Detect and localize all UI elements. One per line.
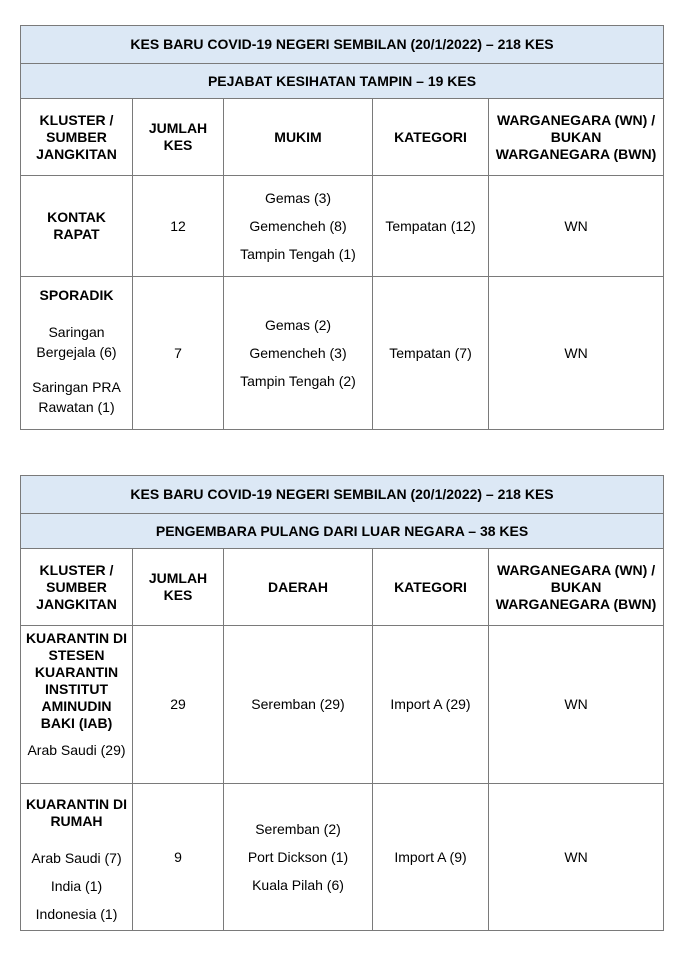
place-item: Port Dickson (1) (247, 849, 349, 865)
place-list (224, 784, 373, 931)
col-header-place: MUKIM (224, 99, 373, 176)
table-subtitle: PEJABAT KESIHATAN TAMPIN – 19 KES (21, 64, 664, 99)
source-cell (21, 626, 133, 784)
source-heading: KUARANTIN DI STESEN KUARANTIN INSTITUT AMINUDIN BAKI (IAB) (25, 630, 128, 731)
source-detail: Arab Saudi (29) (27, 742, 126, 758)
col-header-citizenship: WARGANEGARA (WN) / BUKAN WARGANEGARA (BWN) (489, 99, 664, 176)
header-row (21, 99, 664, 176)
col-header-category: KATEGORI (373, 549, 489, 626)
table-subtitle: PENGEMBARA PULANG DARI LUAR NEGARA – 38 KES (21, 514, 664, 549)
place-item: Gemencheh (8) (249, 218, 347, 234)
place-item: Seremban (2) (255, 821, 341, 837)
case-count: 29 (133, 626, 224, 784)
category: Tempatan (12) (373, 176, 489, 277)
col-header-count: JUMLAH KES (133, 99, 224, 176)
table-title: KES BARU COVID-19 NEGERI SEMBILAN (20/1/2022) – 218 KES (21, 476, 664, 514)
source-cell (21, 784, 133, 931)
source-heading: KUARANTIN DI RUMAH (25, 796, 128, 829)
col-header-source: KLUSTER / SUMBER JANGKITAN (21, 549, 133, 626)
header-row (21, 549, 664, 626)
col-header-category: KATEGORI (373, 99, 489, 176)
source-cell (21, 277, 133, 430)
place-item: Kuala Pilah (6) (252, 877, 344, 893)
traveller-cases-table (20, 475, 664, 931)
case-count: 12 (133, 176, 224, 277)
case-count: 7 (133, 277, 224, 430)
place-item: Gemencheh (3) (249, 345, 347, 361)
source-detail: Arab Saudi (7) (31, 850, 122, 866)
col-header-place: DAERAH (224, 549, 373, 626)
citizenship: WN (489, 176, 664, 277)
table-row (21, 626, 664, 784)
case-count: 9 (133, 784, 224, 931)
table-title: KES BARU COVID-19 NEGERI SEMBILAN (20/1/2022) – 218 KES (21, 26, 664, 64)
col-header-source: KLUSTER / SUMBER JANGKITAN (21, 99, 133, 176)
source-detail: Saringan Bergejala (6) (36, 324, 117, 360)
category: Tempatan (7) (373, 277, 489, 430)
place-list (224, 626, 373, 784)
tampin-cases-table (20, 25, 664, 430)
table-row (21, 277, 664, 430)
place-list (224, 277, 373, 430)
source-detail: Saringan PRA Rawatan (1) (32, 379, 121, 415)
table-row (21, 784, 664, 931)
col-header-count: JUMLAH KES (133, 549, 224, 626)
source-detail: Indonesia (1) (35, 906, 118, 922)
citizenship: WN (489, 626, 664, 784)
place-list (224, 176, 373, 277)
citizenship: WN (489, 784, 664, 931)
table-row (21, 176, 664, 277)
category: Import A (9) (373, 784, 489, 931)
col-header-citizenship: WARGANEGARA (WN) / BUKAN WARGANEGARA (BWN) (489, 549, 664, 626)
place-item: Tampin Tengah (2) (240, 373, 356, 389)
citizenship: WN (489, 277, 664, 430)
source-heading: SPORADIK (39, 287, 114, 303)
place-item: Gemas (2) (264, 317, 332, 333)
source-detail: India (1) (50, 878, 103, 894)
place-item: Seremban (29) (251, 696, 345, 712)
place-item: Tampin Tengah (1) (240, 246, 356, 262)
source-heading: KONTAK RAPAT (21, 176, 133, 277)
category: Import A (29) (373, 626, 489, 784)
place-item: Gemas (3) (264, 190, 332, 206)
